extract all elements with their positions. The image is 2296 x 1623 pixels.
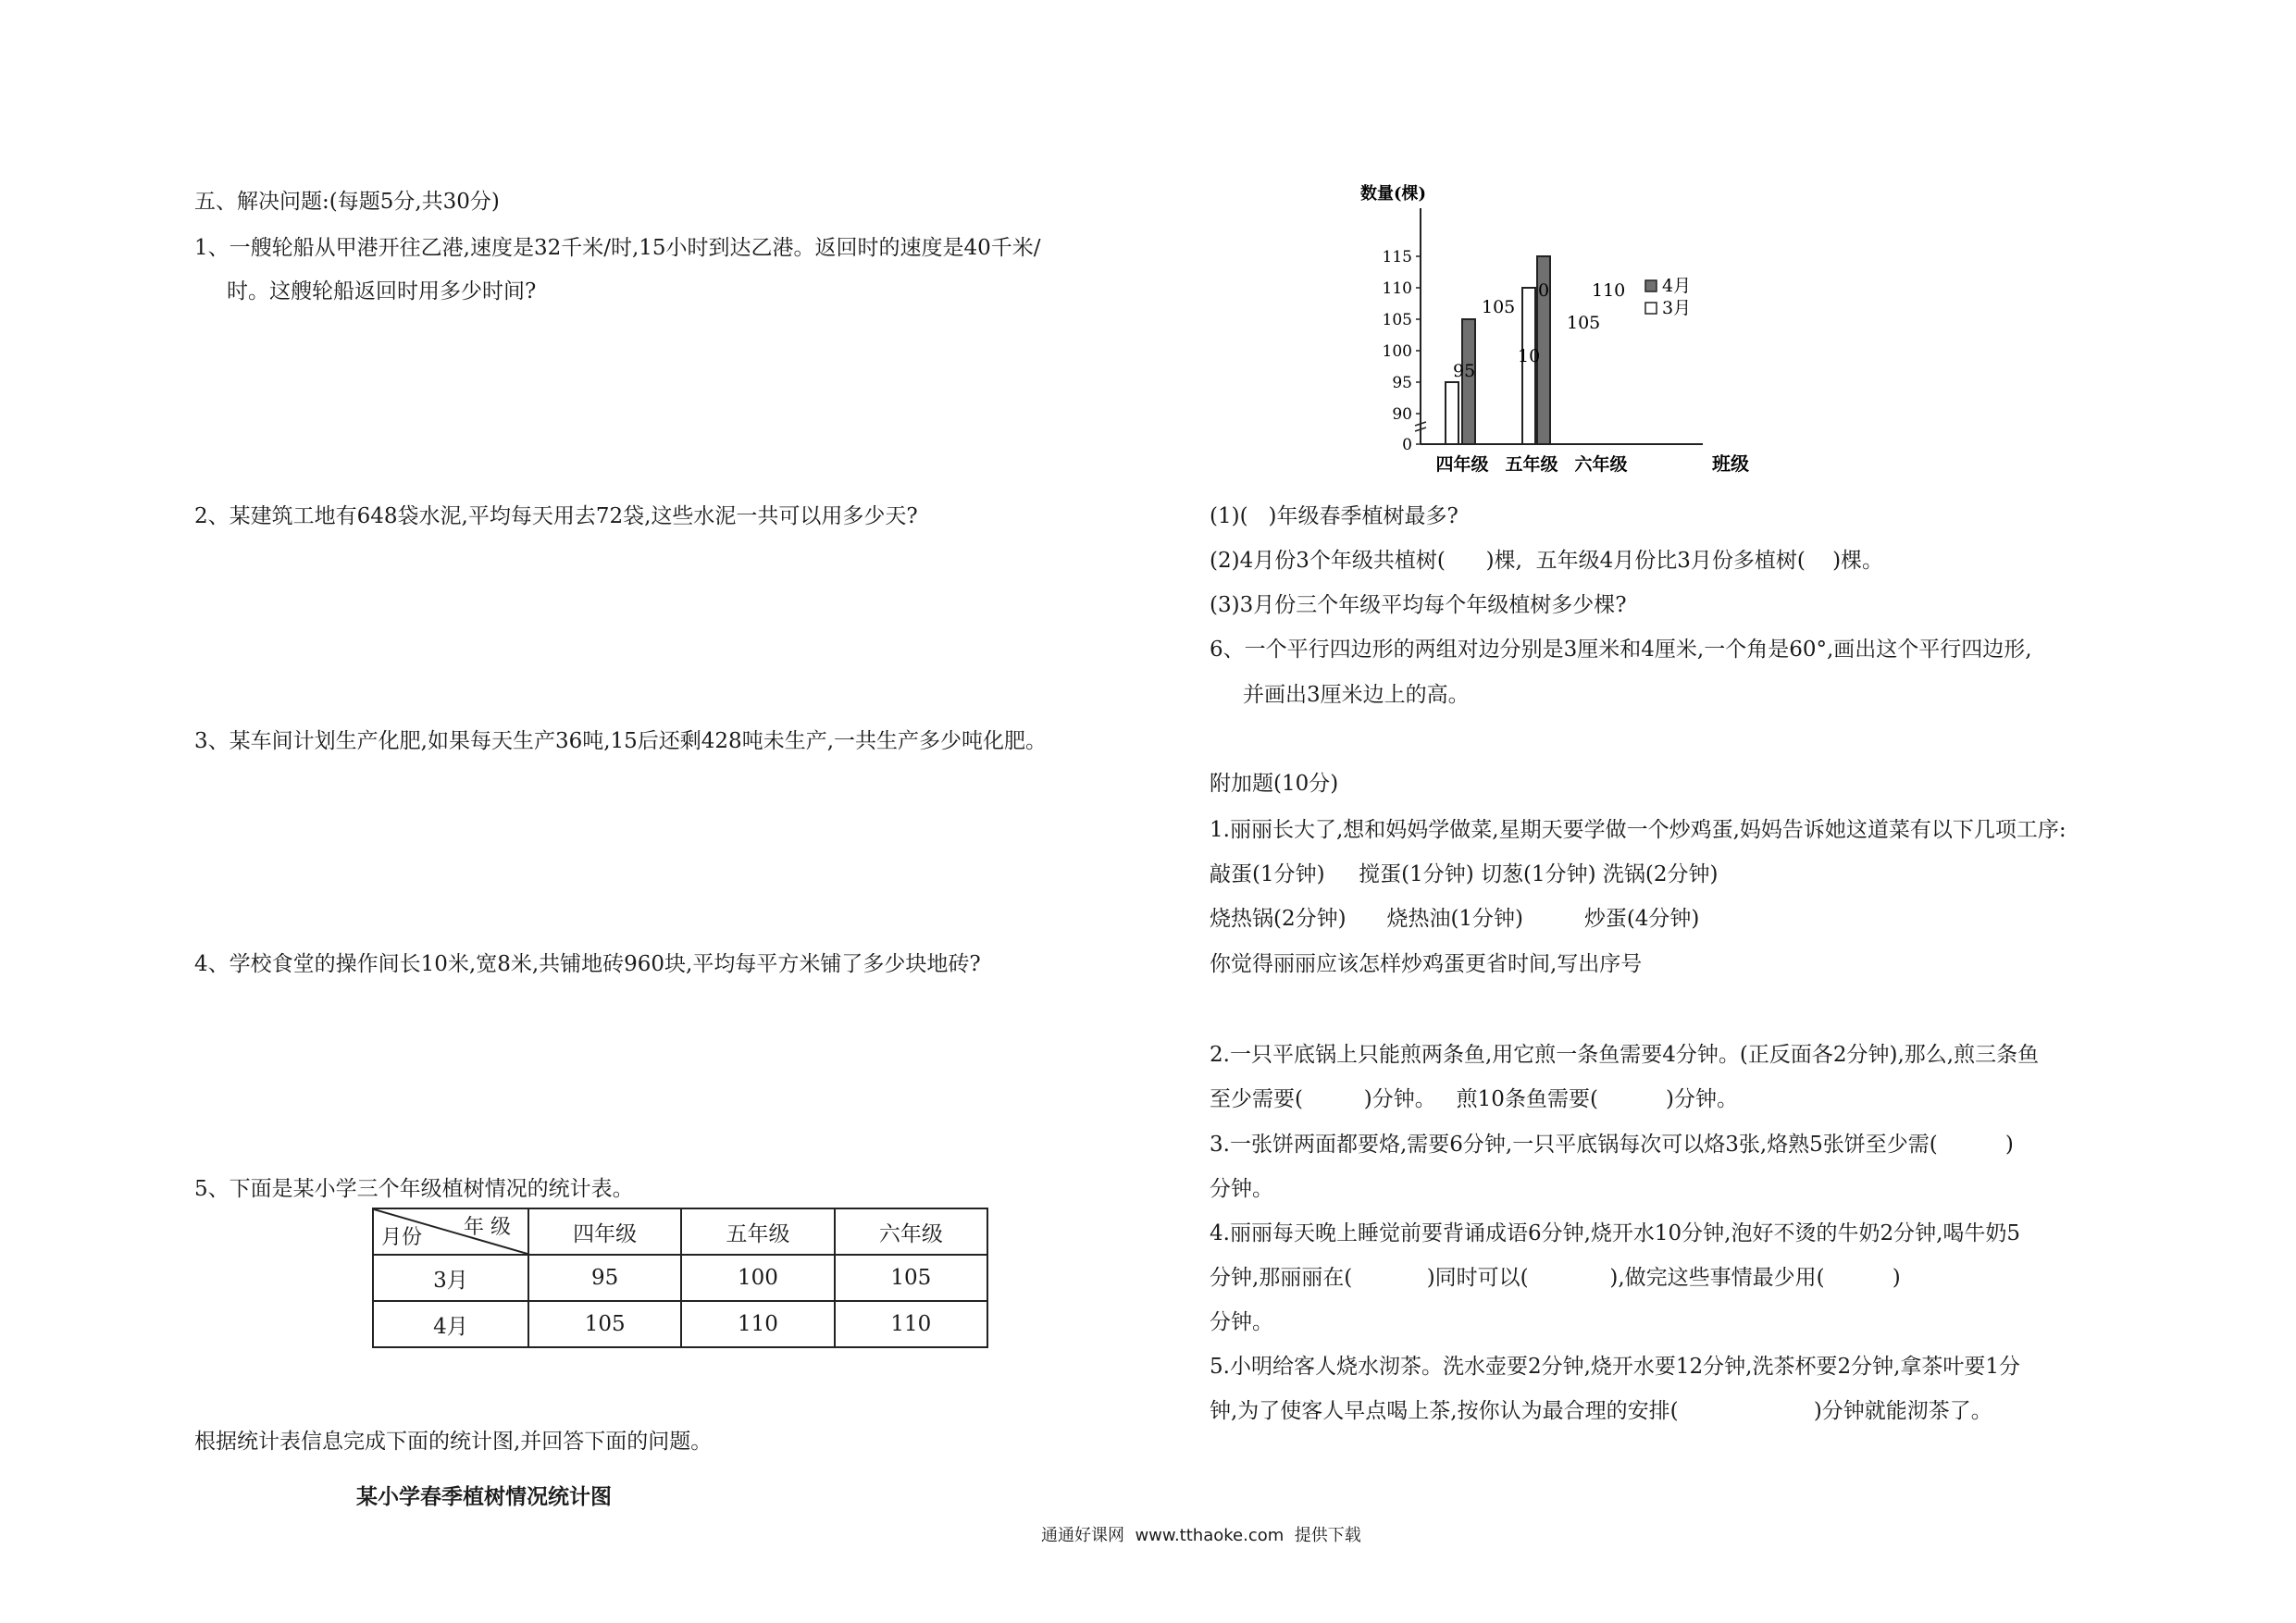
- table-cell: 110: [835, 1301, 987, 1347]
- section-heading: 五、解决问题:(每题5分,共30分): [194, 190, 500, 214]
- y-tick-label: 100: [1382, 342, 1412, 361]
- table-cell: 110: [681, 1301, 834, 1347]
- x-tick-label: 六年级: [1574, 454, 1628, 475]
- chart-title: 某小学春季植树情况统计图: [356, 1484, 612, 1509]
- extra-5-line-1: 5.小明给客人烧水沏茶。洗水壶要2分钟,烧开水要12分钟,洗茶杯要2分钟,拿茶叶要1分: [1210, 1355, 2021, 1379]
- legend-swatch-march: [1645, 303, 1657, 314]
- data-label: 0: [1538, 280, 1550, 301]
- question-5: 5、下面是某小学三个年级植树情况的统计表。: [194, 1177, 634, 1201]
- y-axis-label: 数量(棵): [1360, 184, 1427, 204]
- bar-chart: [1342, 180, 1777, 477]
- header-month-label: 月份: [381, 1226, 423, 1249]
- chart-question-1: (1)( )年级春季植树最多?: [1210, 504, 1458, 528]
- extra-1-line-3: 烧热锅(2分钟) 烧热油(1分钟) 炒蛋(4分钟): [1210, 907, 1700, 931]
- y-tick-label: 95: [1392, 374, 1412, 392]
- bar-march: [1446, 382, 1458, 444]
- data-label: 105: [1567, 313, 1601, 333]
- extra-2-line-1: 2.一只平底锅上只能煎两条鱼,用它煎一条鱼需要4分钟。(正反面各2分钟),那么,煎三条鱼: [1210, 1043, 2040, 1067]
- table-row: [373, 1301, 987, 1347]
- table-cell: 105: [835, 1255, 987, 1301]
- extra-4-line-1: 4.丽丽每天晚上睡觉前要背诵成语6分钟,烧开水10分钟,泡好不烫的牛奶2分钟,喝牛奶5: [1210, 1221, 2021, 1245]
- table-cell: 105: [528, 1301, 681, 1347]
- extra-1-line-4: 你觉得丽丽应该怎样炒鸡蛋更省时间,写出序号: [1210, 952, 1643, 976]
- y-tick-label: 105: [1382, 311, 1412, 329]
- extra-3-line-2: 分钟。: [1210, 1177, 1273, 1201]
- extra-2-line-2: 至少需要( )分钟。 煎10条鱼需要( )分钟。: [1210, 1087, 1739, 1111]
- row-label: 4月: [373, 1301, 528, 1347]
- question-6-line-1: 6、一个平行四边形的两组对边分别是3厘米和4厘米,一个角是60°,画出这个平行四边形,: [1210, 638, 2032, 662]
- extra-4-line-3: 分钟。: [1210, 1310, 1273, 1334]
- extra-5-line-2: 钟,为了使客人早点喝上茶,按你认为最合理的安排( )分钟就能沏茶了。: [1210, 1399, 1992, 1423]
- data-label: 110: [1592, 280, 1626, 301]
- question-4: 4、学校食堂的操作间长10米,宽8米,共铺地砖960块,平均每平方米铺了多少块地砖?: [194, 952, 981, 976]
- row-label: 3月: [373, 1255, 528, 1301]
- x-tick-label: 四年级: [1435, 454, 1489, 475]
- question-2: 2、某建筑工地有648袋水泥,平均每天用去72袋,这些水泥一共可以用多少天?: [194, 504, 918, 528]
- column-header: 六年级: [835, 1208, 987, 1255]
- extra-1-line-2: 敲蛋(1分钟) 搅蛋(1分钟) 切葱(1分钟) 洗锅(2分钟): [1210, 862, 1719, 886]
- chart-question-2: (2)4月份3个年级共植树( )棵, 五年级4月份比3月份多植树( )棵。: [1210, 549, 1884, 573]
- statistics-table: [372, 1208, 988, 1348]
- y-tick-label: 0: [1402, 436, 1412, 454]
- table-header-diagonal: [373, 1208, 528, 1255]
- question-1-line-1: 1、一艘轮船从甲港开往乙港,速度是32千米/时,15小时到达乙港。返回时的速度是40千米/: [194, 236, 1041, 260]
- question-1-line-2: 时。这艘轮船返回时用多少时间?: [227, 279, 537, 304]
- table-cell: 100: [681, 1255, 834, 1301]
- extra-3-line-1: 3.一张饼两面都要烙,需要6分钟,一只平底锅每次可以烙3张,烙熟5张饼至少需( ): [1210, 1133, 2014, 1157]
- y-tick-label: 110: [1382, 279, 1412, 298]
- chart-question-3: (3)3月份三个年级平均每个年级植树多少棵?: [1210, 593, 1627, 617]
- extra-4-line-2: 分钟,那丽丽在( )同时可以( ),做完这些事情最少用( ): [1210, 1266, 1901, 1290]
- x-tick-label: 五年级: [1505, 454, 1558, 475]
- extra-heading: 附加题(10分): [1210, 772, 1339, 796]
- data-label: 95: [1453, 361, 1476, 381]
- y-tick-label: 90: [1392, 405, 1412, 424]
- x-axis-label: 班级: [1712, 452, 1749, 475]
- question-3: 3、某车间计划生产化肥,如果每天生产36吨,15后还剩428吨未生产,一共生产多少吨化肥。: [194, 729, 1047, 753]
- instruction-text: 根据统计表信息完成下面的统计图,并回答下面的问题。: [194, 1430, 713, 1454]
- extra-1-line-1: 1.丽丽长大了,想和妈妈学做菜,星期天要学做一个炒鸡蛋,妈妈告诉她这道菜有以下几项工序:: [1210, 818, 2066, 842]
- footer-text: 通通好课网 www.tthaoke.com 提供下载: [1041, 1526, 1361, 1545]
- table-cell: 95: [528, 1255, 681, 1301]
- column-header: 五年级: [681, 1208, 834, 1255]
- legend-swatch-april: [1645, 280, 1657, 291]
- legend-label: 4月: [1662, 276, 1692, 296]
- legend-label: 3月: [1662, 298, 1692, 318]
- header-grade-label: 年 级: [464, 1216, 511, 1239]
- y-tick-label: 115: [1382, 248, 1412, 266]
- data-label: 10: [1518, 346, 1541, 366]
- bar-april: [1462, 319, 1475, 444]
- table-row: [373, 1255, 987, 1301]
- column-header: 四年级: [528, 1208, 681, 1255]
- data-label: 105: [1482, 297, 1516, 317]
- question-6-line-2: 并画出3厘米边上的高。: [1243, 683, 1470, 707]
